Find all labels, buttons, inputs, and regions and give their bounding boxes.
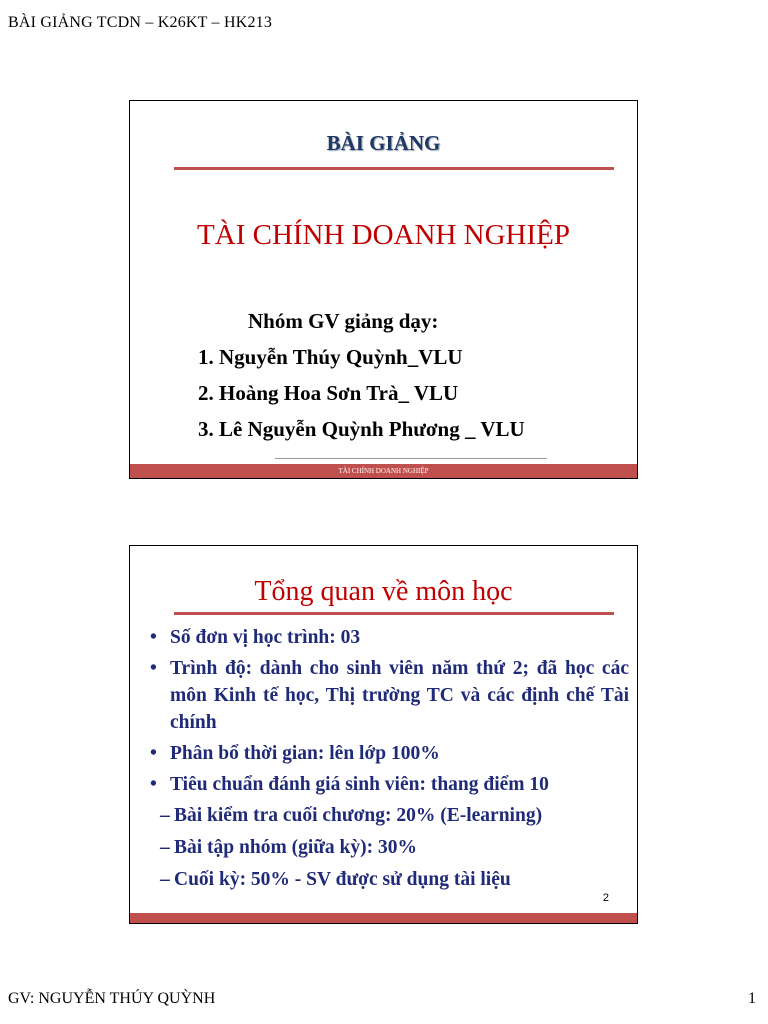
team-heading: Nhóm GV giảng dạy: [248,309,439,333]
slide-overview [129,545,638,924]
sub-item-text: Cuối kỳ: 50% - SV được sử dụng tài liệu [174,869,511,890]
slide-label: BÀI GIẢNG [326,131,441,155]
bullet-icon: • [150,658,157,679]
sub-list-item [150,802,629,829]
list-item-text: Phân bổ thời gian: lên lớp 100% [170,743,440,764]
list-item [150,771,629,798]
page-number: 1 [748,990,756,1007]
bullet-icon: • [150,627,157,648]
member-list [198,344,525,452]
page-header: BÀI GIẢNG TCDN – K26KT – HK213 [8,14,273,31]
footer-divider [275,458,547,459]
sub-item-text: Bài kiểm tra cuối chương: 20% (E-learning) [174,805,543,826]
list-item-text: Số đơn vị học trình: 03 [170,627,361,648]
sub-list-item [150,866,629,893]
dash-icon: – [160,805,170,826]
list-item-text: Trình độ: dành cho sinh viên năm thứ 2; đã học các môn Kinh tế học, Thị trường TC và các định chế Tài chính [170,658,629,733]
course-title: TÀI CHÍNH DOANH NGHIỆP [197,219,570,251]
page-footer: GV: NGUYỄN THÚY QUỲNH [8,990,216,1007]
list-item-text: Tiêu chuẩn đánh giá sinh viên: thang điểm 10 [170,774,549,795]
sub-item-text: Bài tập nhóm (giữa kỳ): 30% [174,837,418,858]
sub-list-item [150,834,629,861]
title-divider [174,612,614,615]
title-divider [174,167,614,170]
overview-title: Tổng quan về môn học [254,576,513,607]
bullet-icon: • [150,743,157,764]
list-item [150,655,629,736]
member-item: 3. Lê Nguyễn Quỳnh Phương _ VLU [198,417,525,441]
bullet-icon: • [150,774,157,795]
member-item: 2. Hoàng Hoa Sơn Trà_ VLU [198,381,459,405]
member-item: 1. Nguyễn Thúy Quỳnh_VLU [198,345,463,369]
slide-footer-band: TÀI CHÍNH DOANH NGHIỆP [130,464,637,478]
slide-title [129,100,638,479]
slide-footer-band [130,913,637,923]
list-item [150,740,629,767]
slide-number: 2 [602,892,609,904]
dash-icon: – [160,837,170,858]
overview-list [150,624,629,898]
list-item [150,624,629,651]
dash-icon: – [160,869,170,890]
